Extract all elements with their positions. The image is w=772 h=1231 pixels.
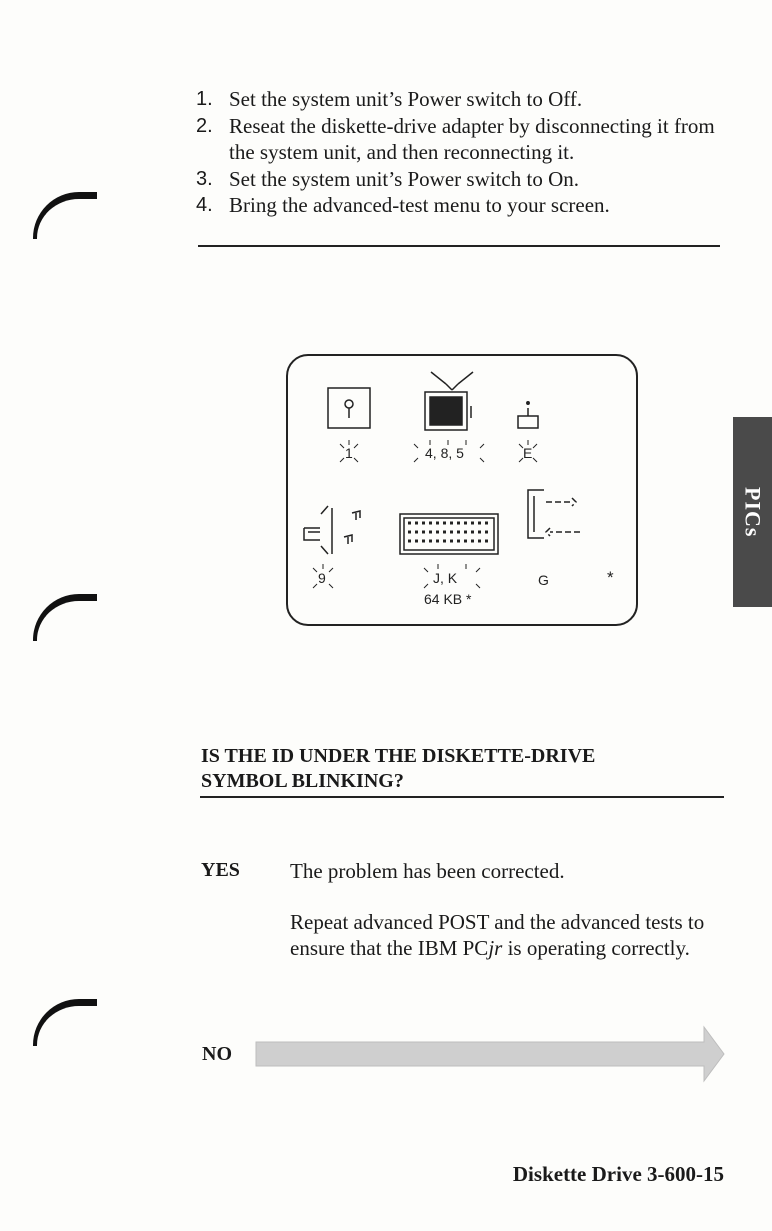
yes-instructions-text: Repeat advanced POST and the advanced tests to ensure that the IBM PC xyxy=(290,910,705,960)
question-heading: IS THE ID UNDER THE DISKETTE-DRIVE SYMBOL BLINKING? xyxy=(201,745,596,792)
system-unit-icon xyxy=(328,388,370,428)
step-number: 4. xyxy=(196,194,213,216)
step-text: Reseat the diskette-drive adapter by disconnecting it from the system unit, and then reconnecting it. xyxy=(229,113,715,164)
step-number: 3. xyxy=(196,167,213,190)
top-rays-icon xyxy=(431,372,473,390)
advanced-test-menu-screen xyxy=(286,354,638,626)
step-item xyxy=(196,192,736,219)
asterisk-marker: * xyxy=(607,568,614,587)
page-footer: Diskette Drive 3-600-15 xyxy=(512,1162,724,1186)
step-item xyxy=(196,113,736,166)
binder-hole-top xyxy=(33,192,97,239)
id-modem: G xyxy=(538,572,549,588)
section-divider xyxy=(198,245,720,247)
step-item xyxy=(196,166,736,193)
step-number: 1. xyxy=(196,88,213,110)
step-number: 2. xyxy=(196,114,213,137)
yes-instructions-end: is operating correctly. xyxy=(502,936,690,960)
continue-arrow-icon xyxy=(254,1024,728,1084)
yes-instructions xyxy=(290,909,730,961)
audio-icon xyxy=(304,506,360,554)
diskette-drive-icon xyxy=(518,402,538,428)
id-audio: 9 xyxy=(318,570,326,586)
yes-label: YES xyxy=(201,859,240,881)
model-suffix: jr xyxy=(488,936,503,960)
id-keyboard: J, K xyxy=(433,570,458,586)
binder-hole-middle xyxy=(33,594,97,641)
step-text: Set the system unit’s Power switch to Off. xyxy=(229,87,583,111)
display-icon xyxy=(425,392,471,430)
question-rule xyxy=(200,796,724,798)
step-text: Bring the advanced-test menu to your screen. xyxy=(229,193,610,217)
menu-icons xyxy=(288,356,636,624)
binder-hole-bottom xyxy=(33,999,97,1046)
id-system-unit: 1 xyxy=(345,445,353,461)
id-diskette-drive: E xyxy=(523,445,533,461)
procedure-steps xyxy=(196,86,736,219)
id-memory: 4, 8, 5 xyxy=(425,445,464,461)
yes-result-text: The problem has been corrected. xyxy=(290,859,565,883)
section-tab-label: PICs xyxy=(740,486,766,538)
step-text: Set the system unit’s Power switch to On. xyxy=(229,166,579,191)
step-item xyxy=(196,86,736,113)
no-label: NO xyxy=(202,1043,232,1065)
section-tab xyxy=(733,417,772,607)
modem-icon xyxy=(528,490,580,538)
memory-size: 64 KB * xyxy=(424,591,472,607)
keyboard-icon xyxy=(400,514,498,554)
